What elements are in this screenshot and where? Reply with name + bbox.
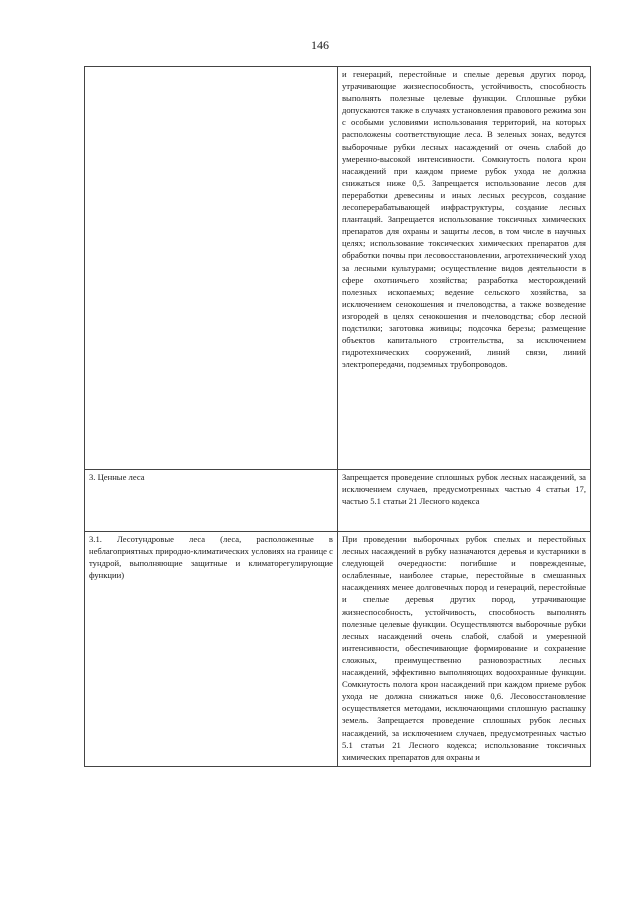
table-row bbox=[85, 532, 591, 767]
restrictions-cell: и генераций, перестойные и спелые деревья других пород, утрачивающие жизнеспособность, устойчивость, способность выполнять полезные целевые функции. Сплошные рубки допускаются также в случаях установления правового режима зон с особыми условиями использования территорий, на которых расположены соответствующие леса. В зеленых зонах, ведутся выборочные рубки лесных насаждений от очень слабой до умеренно-высокой интенсивности. Сомкнутость полога крон насаждений при каждом приеме рубок ухода не должна снижаться ниже 0,5. Запрещается использование лесов для переработки древесины и иных лесных ресурсов, создание лесоперерабатывающей инфраструктуры, создание лесных плантаций. Запрещается использование токсичных химических препаратов для охраны и защиты лесов, в том числе в научных целях; использование токсических химических препаратов для обработки почвы при лесовосстановлении, агротехнический уход за лесными культурами; осуществление видов деятельности в сфере охотничьего хозяйства; разработка месторождений полезных ископаемых; ведение сельского хозяйства, за исключением сенокошения и пчеловодства, а также возведение изгородей в целях сенокошения и пчеловодства; сбор лесной подстилки; заготовка живицы; подсочка березы; размещение объектов капитального строительства, за исключением гидротехнических сооружений, линий связи, линий электропередачи, подземных трубопроводов. bbox=[338, 67, 591, 470]
forest-category-cell bbox=[85, 67, 338, 470]
table-row bbox=[85, 470, 591, 532]
forest-category-cell: 3. Ценные леса bbox=[85, 470, 338, 532]
table-row bbox=[85, 67, 591, 470]
restrictions-cell: При проведении выборочных рубок спелых и перестойных лесных насаждений в рубку назначаются деревья и кустарники в следующей очередности: погибшие и поврежденные, ослабленные, наиболее старые, перестойные в смешанных насаждениях менее долговечных пород и генераций, перестойные и спелые деревья других пород, утрачивающие жизнеспособность, устойчивость, способность выполнять полезные целевые функции. Осуществляются выборочные рубки лесных насаждений очень слабой, слабой и умеренной интенсивности, обеспечивающие формирование и сохранение сложных, преимущественно разновозрастных лесных насаждений, эффективно выполняющих водоохранные функции. Сомкнутость полога крон насаждений при каждом приеме рубок ухода не должна снижаться ниже 0,6. Лесовосстановление осуществляется методами, исключающими сплошную распашку земель. Запрещается проведение сплошных рубок лесных насаждений, за исключением случаев, предусмотренных частью 5.1 статьи 21 Лесного кодекса; использование токсичных химических препаратов для охраны и bbox=[338, 532, 591, 767]
forest-category-cell: 3.1. Лесотундровые леса (леса, расположенные в неблагоприятных природно-климатических условиях на границе с тундрой, выполняющие защитные и климаторегулирующие функции) bbox=[85, 532, 338, 767]
page-number: 146 bbox=[311, 38, 329, 52]
regulations-table bbox=[84, 66, 591, 767]
restrictions-cell: Запрещается проведение сплошных рубок лесных насаждений, за исключением случаев, предусмотренных частью 4 статьи 17, частью 5.1 статьи 21 Лесного кодекса bbox=[338, 470, 591, 532]
